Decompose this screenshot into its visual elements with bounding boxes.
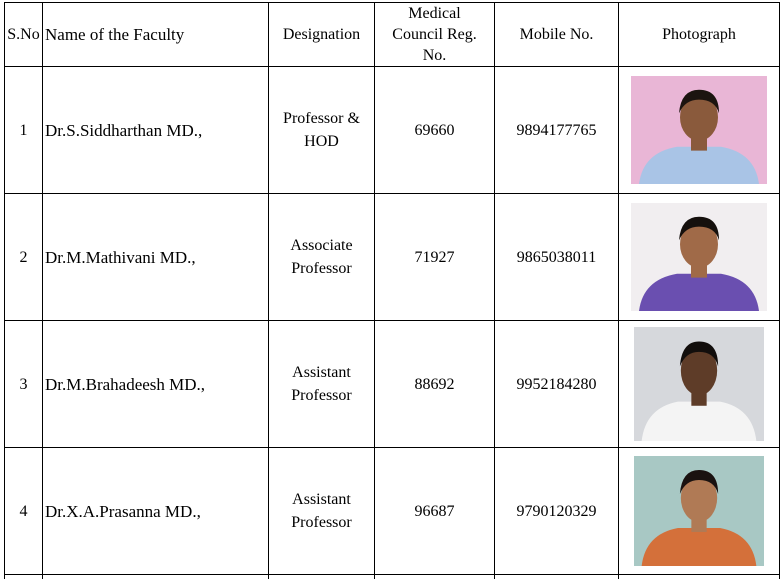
faculty-table: [4, 2, 780, 579]
table-row: [5, 194, 780, 321]
table-row-partial: [5, 575, 780, 580]
row-faculty-name: Dr.X.A.Prasanna MD.,: [43, 448, 269, 575]
row-designation: Professor & HOD: [269, 67, 375, 194]
row-designation: Assistant Professor: [269, 321, 375, 448]
row-designation: Assistant Professor: [269, 448, 375, 575]
faculty-photograph: [634, 327, 764, 441]
row-reg-no: 71927: [375, 194, 495, 321]
row-mobile: 9894177765: [495, 67, 619, 194]
table-header-row: [5, 3, 780, 67]
row-mobile: 9952184280: [495, 321, 619, 448]
portrait-image: [631, 203, 767, 311]
row-photograph-cell: [619, 194, 780, 321]
empty-cell: [619, 575, 780, 580]
row-sno: 2: [5, 194, 43, 321]
header-designation: Designation: [269, 3, 375, 67]
row-reg-no: 88692: [375, 321, 495, 448]
header-photograph: Photograph: [619, 3, 780, 67]
faculty-photograph: [631, 203, 767, 311]
faculty-photograph: [634, 456, 764, 566]
portrait-image: [634, 327, 764, 441]
table-row: [5, 321, 780, 448]
table-row: [5, 67, 780, 194]
empty-cell: [375, 575, 495, 580]
row-reg-no: 69660: [375, 67, 495, 194]
row-sno: 1: [5, 67, 43, 194]
row-designation: Associate Professor: [269, 194, 375, 321]
empty-cell: [5, 575, 43, 580]
row-reg-no: 96687: [375, 448, 495, 575]
header-name: Name of the Faculty: [43, 3, 269, 67]
empty-cell: [495, 575, 619, 580]
empty-cell: [269, 575, 375, 580]
row-faculty-name: Dr.M.Mathivani MD.,: [43, 194, 269, 321]
row-photograph-cell: [619, 448, 780, 575]
empty-cell: [43, 575, 269, 580]
header-mobile: Mobile No.: [495, 3, 619, 67]
portrait-image: [631, 76, 767, 184]
faculty-photograph: [631, 76, 767, 184]
header-reg-no: Medical Council Reg. No.: [375, 3, 495, 67]
portrait-image: [634, 456, 764, 566]
row-faculty-name: Dr.M.Brahadeesh MD.,: [43, 321, 269, 448]
row-mobile: 9790120329: [495, 448, 619, 575]
header-sno: S.No: [5, 3, 43, 67]
row-sno: 4: [5, 448, 43, 575]
row-mobile: 9865038011: [495, 194, 619, 321]
table-row: [5, 448, 780, 575]
row-sno: 3: [5, 321, 43, 448]
row-photograph-cell: [619, 67, 780, 194]
row-photograph-cell: [619, 321, 780, 448]
row-faculty-name: Dr.S.Siddharthan MD.,: [43, 67, 269, 194]
